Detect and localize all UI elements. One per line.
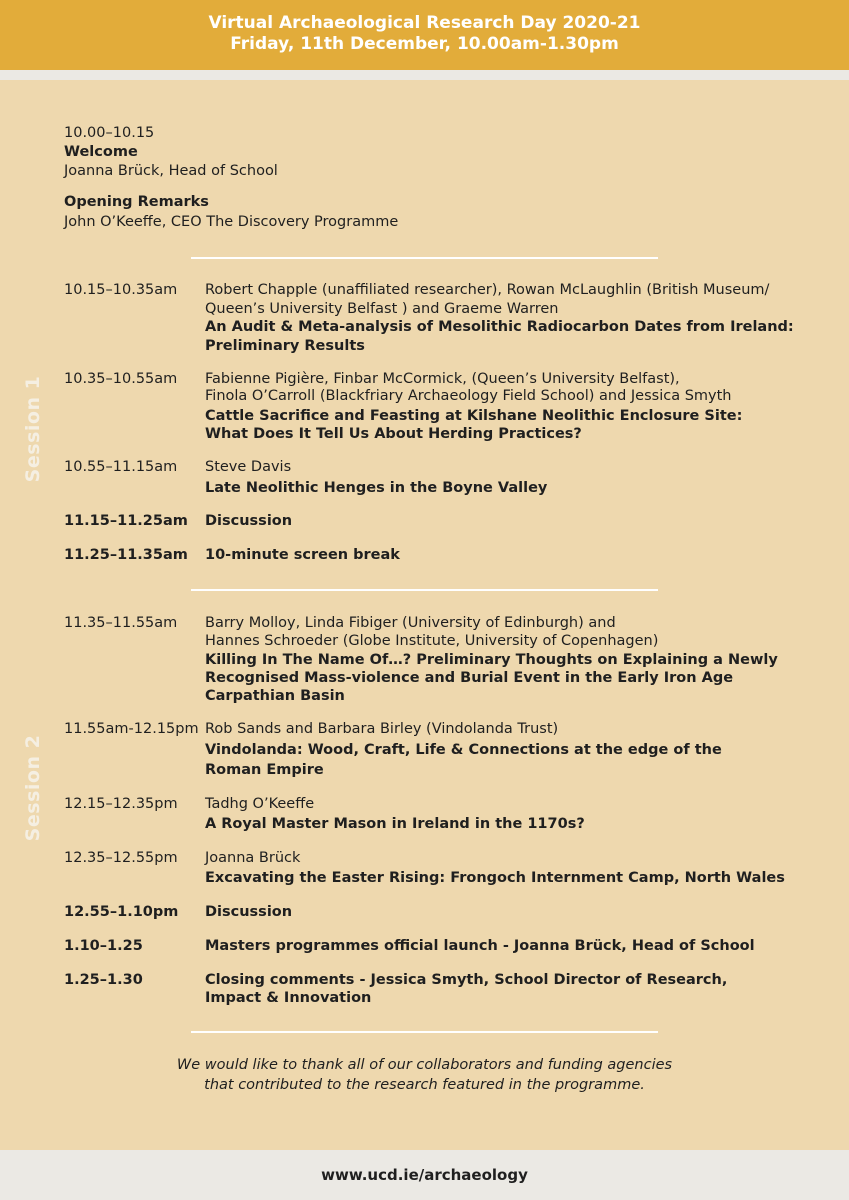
remarks-title: Opening Remarks (64, 194, 209, 210)
item-speakers: Joanna Brück (205, 850, 301, 866)
session-2-label: Session 2 (22, 734, 44, 842)
item-title: Carpathian Basin (205, 688, 345, 704)
item-time: 1.10–1.25 (64, 938, 143, 954)
item-time: 10.55–11.15am (64, 459, 178, 475)
item-title: An Audit & Meta-analysis of Mesolithic Radiocarbon Dates from Ireland: (205, 319, 794, 335)
item-time: 12.55–1.10pm (64, 904, 179, 920)
item-speakers: Rob Sands and Barbara Birley (Vindolanda Trust) (205, 721, 559, 737)
item-title: Roman Empire (205, 762, 324, 778)
welcome-speaker: Joanna Brück, Head of School (64, 163, 278, 179)
item-title: Discussion (205, 904, 293, 920)
item-time: 11.35–11.55am (64, 615, 178, 631)
item-title: Impact & Innovation (205, 990, 372, 1006)
item-title: What Does It Tell Us About Herding Practices? (205, 426, 582, 442)
divider (191, 589, 658, 591)
item-time: 12.35–12.55pm (64, 850, 178, 866)
item-time: 11.25–11.35am (64, 547, 188, 563)
event-date: Friday, 11th December, 10.00am-1.30pm (230, 34, 619, 54)
item-time: 11.15–11.25am (64, 513, 188, 529)
item-title: Masters programmes official launch - Joanna Brück, Head of School (205, 938, 755, 954)
item-title: Excavating the Easter Rising: Frongoch Internment Camp, North Wales (205, 870, 785, 886)
item-speakers: Hannes Schroeder (Globe Institute, University of Copenhagen) (205, 633, 659, 649)
item-title: Discussion (205, 513, 293, 529)
item-title: A Royal Master Mason in Ireland in the 1170s? (205, 816, 585, 832)
welcome-title: Welcome (64, 144, 138, 160)
item-speakers: Queen’s University Belfast ) and Graeme Warren (205, 301, 559, 317)
item-time: 1.25–1.30 (64, 972, 143, 988)
item-speakers: Tadhg O’Keeffe (205, 796, 315, 812)
event-title: Virtual Archaeological Research Day 2020-21 (208, 13, 641, 33)
item-speakers: Barry Molloy, Linda Fibiger (University of Edinburgh) and (205, 615, 616, 631)
remarks-speaker: John O’Keeffe, CEO The Discovery Programme (64, 214, 399, 230)
item-time: 10.15–10.35am (64, 282, 178, 298)
footer-url: www.ucd.ie/archaeology (0, 1150, 849, 1200)
acknowledgement-line: that contributed to the research featured in the programme. (204, 1076, 645, 1093)
item-title: Closing comments - Jessica Smyth, School Director of Research, (205, 972, 728, 988)
item-title: Late Neolithic Henges in the Boyne Valley (205, 480, 548, 496)
page-header (0, 0, 849, 70)
item-title: Killing In The Name Of…? Preliminary Thoughts on Explaining a Newly (205, 652, 778, 668)
acknowledgement-line: We would like to thank all of our collaborators and funding agencies (176, 1057, 673, 1073)
item-speakers: Robert Chapple (unaffiliated researcher), Rowan McLaughlin (British Museum/ (205, 282, 770, 298)
item-time: 11.55am-12.15pm (64, 721, 199, 737)
opening-time: 10.00–10.15 (64, 125, 155, 141)
item-title: Vindolanda: Wood, Craft, Life & Connections at the edge of the (205, 742, 722, 758)
item-title: Preliminary Results (205, 338, 365, 354)
item-title: 10-minute screen break (205, 547, 400, 563)
item-time: 10.35–10.55am (64, 371, 178, 387)
item-speakers: Finola O’Carroll (Blackfriary Archaeology Field School) and Jessica Smyth (205, 388, 732, 404)
acknowledgement (0, 1056, 849, 1095)
item-title: Cattle Sacrifice and Feasting at Kilshane Neolithic Enclosure Site: (205, 408, 743, 424)
item-time: 12.15–12.35pm (64, 796, 178, 812)
item-speakers: Fabienne Pigière, Finbar McCormick, (Queen’s University Belfast), (205, 371, 680, 387)
session-1-label: Session 1 (22, 375, 44, 483)
item-speakers: Steve Davis (205, 459, 292, 475)
divider (191, 1031, 658, 1033)
item-title: Recognised Mass-violence and Burial Event in the Early Iron Age (205, 670, 734, 686)
divider (191, 257, 658, 259)
